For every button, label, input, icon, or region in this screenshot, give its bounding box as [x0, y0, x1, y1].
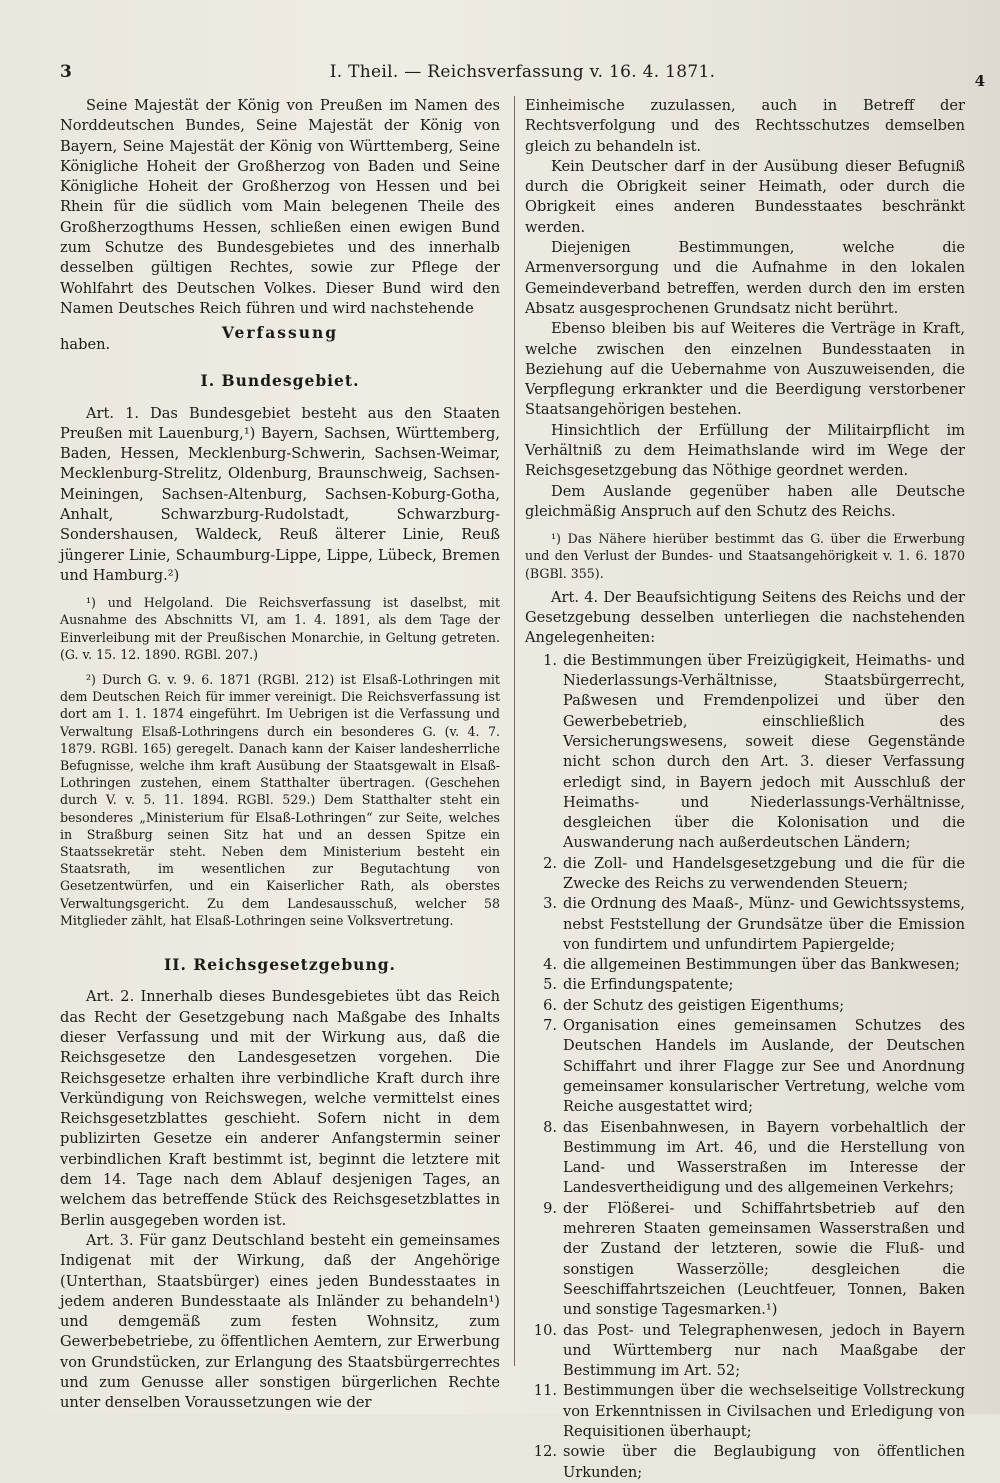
list-item — [525, 1442, 965, 1483]
item-text: das Eisenbahnwesen, in Bayern vorbehaltlich der Bestimmung im Art. 46, und die Herstellung von Land- und Wasserstraßen im Interesse der Landesvertheidigung und des allgemeinen Verkehrs; — [563, 1118, 965, 1197]
list-item — [525, 1321, 965, 1382]
list-item — [525, 854, 965, 895]
item-number: 6. — [543, 996, 557, 1014]
preamble: Seine Majestät der König von Preußen im Namen des Norddeutschen Bundes, Seine Majestät der König von Bayern, Seine Majestät der König von Württemberg, Seine Königliche Hoheit der Großherzog von Baden und Seine Königliche Hoheit der Großherzog von Hessen und bei Rhein für die südlich vom Main belegenen Theile des Großherzogthums Hessen, schließen einen ewigen Bund zum Schutze des Bundesgebietes und des innerhalb desselben gültigen Rechtes, sowie zur Pflege der Wohlfahrt des Deutschen Volkes. Dieser Bund wird den Namen Deutsches Reich führen und wird nachstehende — [60, 97, 500, 317]
article-3-para-4: Ebenso bleiben bis auf Weiteres die Verträge in Kraft, welche zwischen den einzelnen Bundesstaaten in Beziehung auf die Uebernahme von Auszuweisenden, die Verpflegung erkrankter und die Beerdigung verstorbener Staatsangehörigen bestehen. — [525, 320, 965, 419]
list-item — [525, 975, 965, 995]
footnote-1: ¹) und Helgoland. Die Reichsverfassung ist daselbst, mit Ausnahme des Abschnitts VI, am 1. 4. 1891, als dem Tage der Einverleibung mit der Preußischen Monarchie, in Geltung getreten. (G. v. 15. 12. 1890. RGBl. 207.) — [60, 595, 500, 662]
article-3-para-2: Kein Deutscher darf in der Ausübung dieser Befugniß durch die Obrigkeit seiner Heimath, oder durch die Obrigkeit eines anderen Bundesstaates beschränkt werden. — [525, 157, 965, 236]
section-2-heading: II. Reichsgesetzgebung. — [164, 955, 396, 975]
item-text: Organisation eines gemeinsamen Schutzes des Deutschen Handels im Auslande, der Deutschen Schiffahrt und ihrer Flagge zur See und Anordnung gemeinsamer konsularischer Vertretung, welche vom Reiche ausgestattet wird; — [563, 1017, 965, 1116]
footnote-right: ¹) Das Nähere hierüber bestimmt das G. über die Erwerbung und den Verlust der Bundes- und Staatsangehörigkeit v. 1. 6. 1870 (BGBl. 355). — [525, 531, 965, 581]
item-text: sowie über die Beglaubigung von öffentlichen Urkunden; — [563, 1443, 965, 1481]
footnote-2: ²) Durch G. v. 9. 6. 1871 (RGBl. 212) ist Elsaß-Lothringen mit dem Deutschen Reich für immer vereinigt. Die Reichsverfassung ist dort am 1. 1. 1874 eingeführt. Im Uebrigen ist die Verfassung und Verwaltung Elsaß-Lothringens durch ein besonderes G. (v. 4. 7. 1879. RGBl. 165) geregelt. Danach kann der Kaiser landesherrliche Befugnisse, welche ihm kraft Ausübung der Staatsgewalt in Elsaß-Lothringen zustehen, einem Statthalter übertragen. (Geschehen durch V. v. 5. 11. 1894. RGBl. 529.) Dem Statthalter steht ein besonderes „Ministerium für Elsaß-Lothringen“ zur Seite, welches in Straßburg seinen Sitz hat und an dessen Spitze ein Staatssekretär steht. Neben dem Ministerium besteht ein Staatsrath, im wesentlichen zur Begutachtung von Gesetzentwürfen, und ein Kaiserlicher Rath, als oberstes Verwaltungsgericht. Zu dem Landesausschuß, welcher 58 Mitglieder zählt, hat Elsaß-Lothringen seine Volksvertretung. — [60, 672, 500, 928]
item-number: 10. — [533, 1321, 557, 1339]
section-1-heading: I. Bundesgebiet. — [200, 371, 360, 391]
list-item — [525, 894, 965, 955]
column-divider — [514, 96, 515, 1366]
item-text: die Zoll- und Handelsgesetzgebung und die für die Zwecke des Reichs zu verwendenden Steuern; — [563, 854, 965, 892]
item-number: 4. — [543, 956, 557, 974]
article-4: Art. 4. Der Beaufsichtigung Seitens des Reichs und der Gesetzgebung desselben unterliegen die nachstehenden Angelegenheiten: — [525, 588, 965, 647]
running-title: I. Theil. — Reichsverfassung v. 16. 4. 1871. — [329, 62, 716, 82]
item-text: die Ordnung des Maaß-, Münz- und Gewichtssystems, nebst Feststellung der Grundsätze über die Emission von fundirtem und unfundirtem Papiergelde; — [563, 895, 965, 953]
preamble-end — [60, 321, 500, 357]
item-text: das Post- und Telegraphenwesen, jedoch in Bayern und Württemberg nur nach Maaßgabe der Bestimmung im Art. 52; — [563, 1321, 965, 1380]
item-text: die allgemeinen Bestimmungen über das Bankwesen; — [563, 956, 960, 974]
item-number: 5. — [543, 976, 557, 994]
item-text: Bestimmungen über die wechselseitige Vollstreckung von Erkenntnissen in Civilsachen und Erledigung von Requisitionen überhaupt; — [563, 1382, 965, 1441]
article-3-continued: Einheimische zuzulassen, auch in Betreff der Rechtsverfolgung und des Rechtsschutzes demselben gleich zu behandeln ist. — [525, 97, 965, 155]
article-4-list — [525, 651, 965, 1483]
article-3-para-3: Diejenigen Bestimmungen, welche die Armenversorgung und die Aufnahme in den lokalen Gemeindeverband betreffen, werden durch den im ersten Absatz ausgesprochenen Grundsatz nicht berührt. — [525, 239, 965, 317]
item-number: 7. — [543, 1017, 557, 1035]
page-number-right: 4 — [974, 72, 985, 90]
item-number: 8. — [543, 1118, 557, 1136]
item-text: der Flößerei- und Schiffahrtsbetrieb auf den mehreren Staaten gemeinsamen Wasserstraßen und der Zustand der letzteren, sowie die Fluß- und sonstigen Wasserzölle; desgleichen die Seeschiffahrtszeichen (Leuchtfeuer, Tonnen, Baken und sonstige Tagesmarken.¹) — [563, 1199, 965, 1319]
preamble-haben: haben. — [60, 335, 111, 353]
list-item — [525, 1016, 965, 1117]
right-column — [525, 96, 965, 1483]
list-item — [525, 955, 965, 975]
item-text: die Bestimmungen über Freizügigkeit, Heimaths- und Niederlassungs-Verhältnisse, Staatsbürgerrecht, Paßwesen und Fremdenpolizei und über den Gewerbebetrieb, einschließlich des Versicherungswesens, soweit diese Gegenstände nicht schon durch den Art. 3. dieser Verfassung erledigt sind, in Bayern jedoch mit Ausschluß der Heimaths- und Niederlassungs-Verhältnisse, desgleichen über die Kolonisation und die Auswanderung nach außerdeutschen Ländern; — [563, 651, 965, 852]
article-3: Art. 3. Für ganz Deutschland besteht ein gemeinsames Indigenat mit der Wirkung, daß der Angehörige (Unterthan, Staatsbürger) eines jeden Bundesstaates in jedem anderen Bundesstaate als Inländer zu behandeln¹) und demgemäß zum festen Wohnsitz, zum Gewerbebetriebe, zu öffentlichen Aemtern, zur Erwerbung von Grundstücken, zur Erlangung des Staatsbürgerrechtes und zum Genusse aller sonstigen bürgerlichen Rechte unter denselben Voraussetzungen wie der — [60, 1231, 500, 1412]
article-2: Art. 2. Innerhalb dieses Bundesgebietes übt das Reich das Recht der Gesetzgebung nach Maßgabe des Inhalts dieser Verfassung und mit der Wirkung aus, daß die Reichsgesetze den Landesgesetzen vorgehen. Die Reichsgesetze erhalten ihre verbindliche Kraft durch ihre Verkündigung von Reichswegen, welche vermittelst eines Reichsgesetzblattes geschieht. Sofern nicht in dem publizirten Gesetze ein anderer Anfangstermin seiner verbindlichen Kraft bestimmt ist, beginnt die letztere mit dem 14. Tage nach dem Ablauf desjenigen Tages, an welchem das betreffende Stück des Reichsgesetzblattes in Berlin ausgegeben worden ist. — [60, 988, 500, 1229]
page-header — [60, 58, 985, 88]
list-item — [525, 651, 965, 854]
item-text: der Schutz des geistigen Eigenthums; — [563, 996, 845, 1014]
item-number: 3. — [543, 895, 557, 913]
item-number: 11. — [533, 1382, 557, 1400]
list-item — [525, 1199, 965, 1321]
list-item — [525, 1118, 965, 1199]
list-item — [525, 1381, 965, 1442]
list-item — [525, 996, 965, 1016]
item-text: die Erfindungspatente; — [563, 976, 734, 994]
article-1: Art. 1. Das Bundesgebiet besteht aus den Staaten Preußen mit Lauenburg,¹) Bayern, Sachsen, Württemberg, Baden, Hessen, Mecklenburg-Schwerin, Sachsen-Weimar, Mecklenburg-Strelitz, Oldenburg, Braunschweig, Sachsen-Meiningen, Sachsen-Altenburg, Sachsen-Koburg-Gotha, Anhalt, Schwarzburg-Rudolstadt, Schwarzburg-Sondershausen, Waldeck, Reuß älterer Linie, Reuß jüngerer Linie, Schaumburg-Lippe, Lippe, Lübeck, Bremen und Hamburg.²) — [60, 404, 500, 584]
page-number-left: 3 — [60, 62, 72, 82]
verfassung-heading: Verfassung — [221, 323, 339, 343]
item-number: 1. — [543, 651, 557, 669]
item-number: 9. — [543, 1199, 557, 1217]
item-number: 12. — [533, 1443, 557, 1461]
left-column — [60, 96, 500, 1414]
article-3-para-6: Dem Auslande gegenüber haben alle Deutsche gleichmäßig Anspruch auf den Schutz des Reichs. — [525, 482, 965, 520]
article-3-para-5: Hinsichtlich der Erfüllung der Militairpflicht im Verhältniß zu dem Heimathslande wird im Wege der Reichsgesetzgebung das Nöthige geordnet werden. — [525, 421, 965, 480]
item-number: 2. — [543, 854, 557, 872]
